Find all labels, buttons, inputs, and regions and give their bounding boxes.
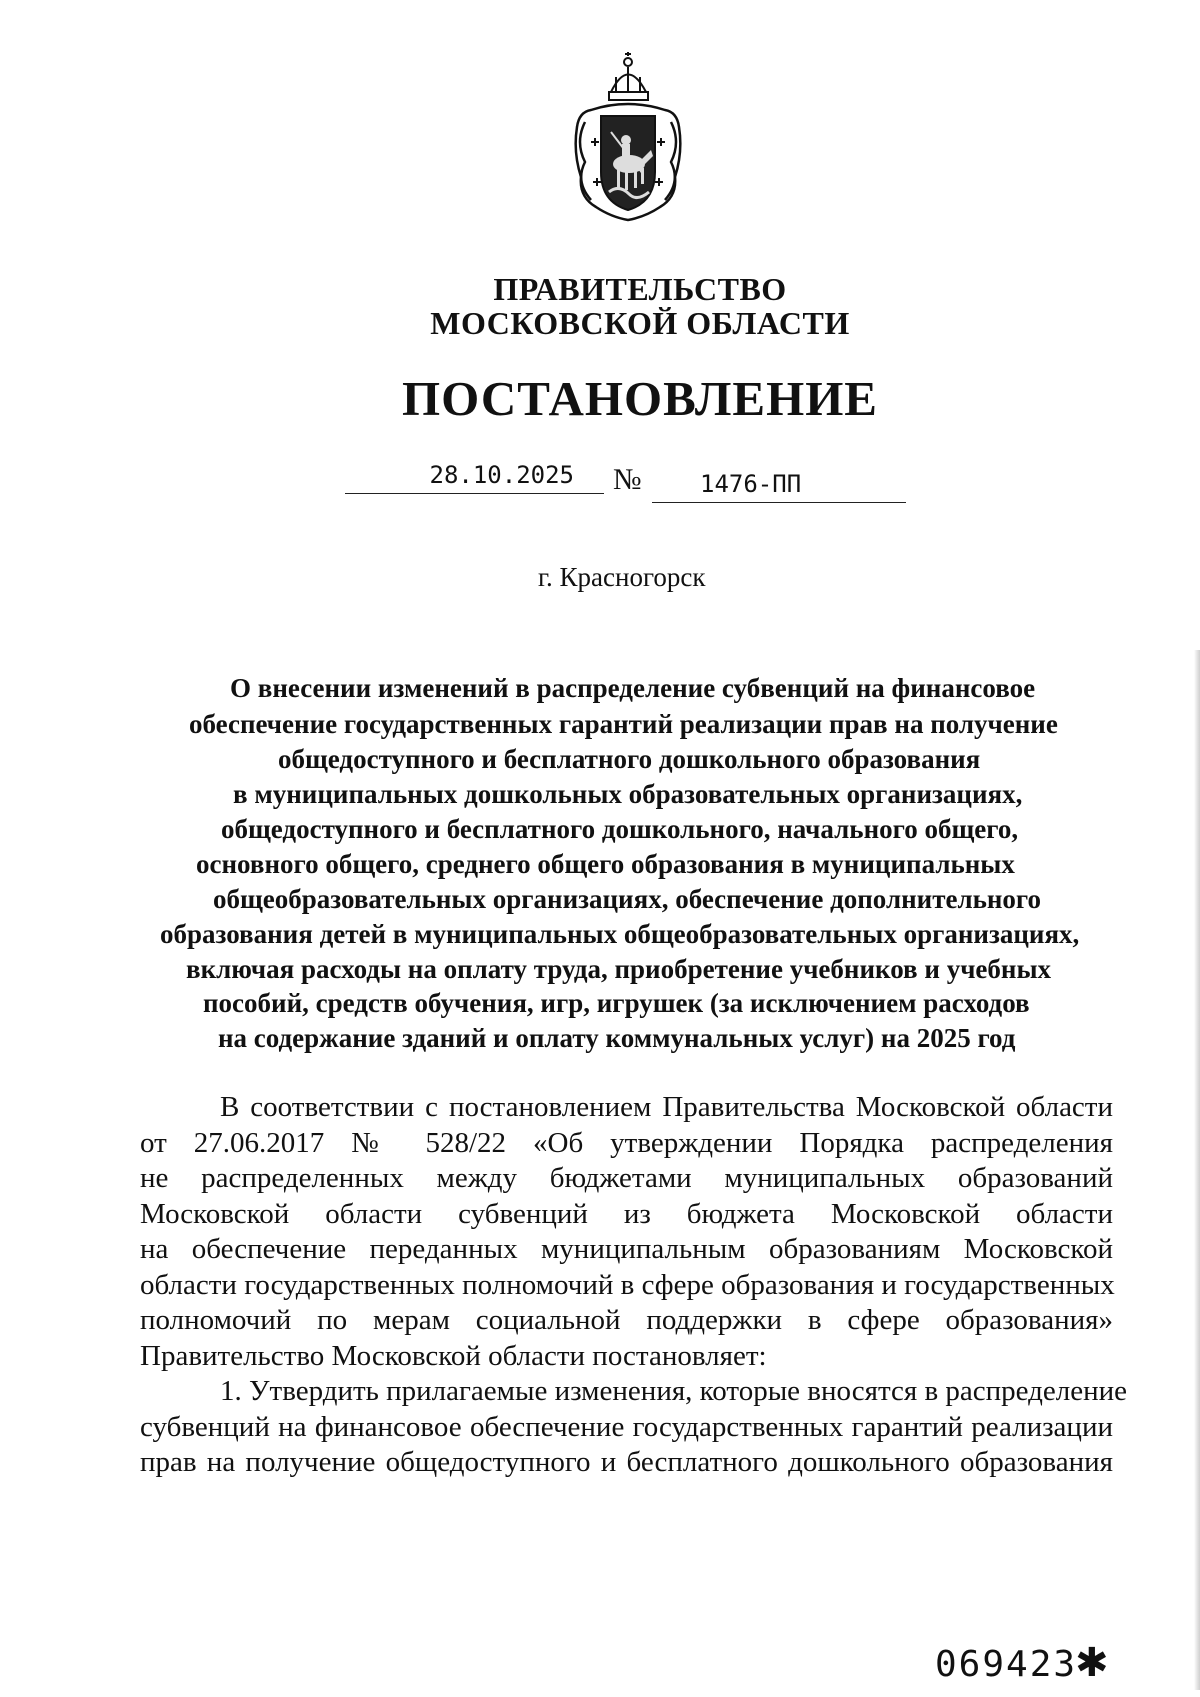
body-line: от 27.06.2017 № 528/22 «Об утверждении Порядка распределения [140,1126,1113,1159]
body-line: Правительство Московской области постановляет: [140,1339,767,1372]
body-line: не распределенных между бюджетами муниципальных образований [140,1162,1113,1194]
title-line: О внесении изменений в распределение субвенций на финансовое [230,673,1036,703]
document-date: 28.10.2025 [345,461,604,494]
body-line: на обеспечение переданных муниципальным образованиям Московской [140,1233,1113,1265]
government-name-line-1: ПРАВИТЕЛЬСТВО [493,271,787,307]
resolution-title [140,669,1120,1053]
body-line: Московской области субвенций из бюджета Московской области [140,1197,1113,1230]
number-sign: № [613,463,642,496]
body-line: прав на получение общедоступного и бесплатного дошкольного образования [140,1446,1113,1478]
government-name-line-2: МОСКОВСКОЙ ОБЛАСТИ [430,305,850,341]
asterisk-icon: ✱ [1075,1640,1109,1686]
title-line: включая расходы на оплату труда, приобретение учебников и учебных [186,954,1052,984]
title-line: общеобразовательных организациях, обеспечение дополнительного [213,884,1042,914]
title-line: обеспечение государственных гарантий реализации прав на получение [189,709,1058,739]
body-line: 1. Утвердить прилагаемые изменения, которые вносятся в распределение [220,1375,1128,1407]
title-line: общедоступного и бесплатного дошкольного, начального общего, [221,814,1019,844]
issue-city: г. Красногорск [538,562,706,592]
coat-of-arms-icon [571,52,686,222]
body-line: полномочий по мерам социальной поддержки в сфере образования» [140,1304,1113,1336]
title-line: общедоступного и бесплатного дошкольного образования [278,744,981,774]
document-type-title: ПОСТАНОВЛЕНИЕ [402,371,878,426]
body-line: области государственных полномочий в сфере образования и государственных [140,1268,1115,1301]
resolution-body [140,1090,1128,1481]
title-line: основного общего, среднего общего образования в муниципальных [196,849,1015,879]
title-line: пособий, средств обучения, игр, игрушек (за исключением расходов [203,988,1030,1018]
title-line: образования детей в муниципальных общеобразовательных организациях, [160,919,1080,949]
title-line: в муниципальных дошкольных образовательных организациях, [233,779,1023,809]
body-line: В соответствии с постановлением Правительства Московской области [220,1091,1113,1123]
form-serial-number: 069423 [935,1644,1078,1685]
document-number: 1476-ПП [652,470,906,503]
body-line: субвенций на финансовое обеспечение государственных гарантий реализации [140,1410,1113,1443]
title-line: на содержание зданий и оплату коммунальных услуг) на 2025 год [218,1023,1016,1053]
